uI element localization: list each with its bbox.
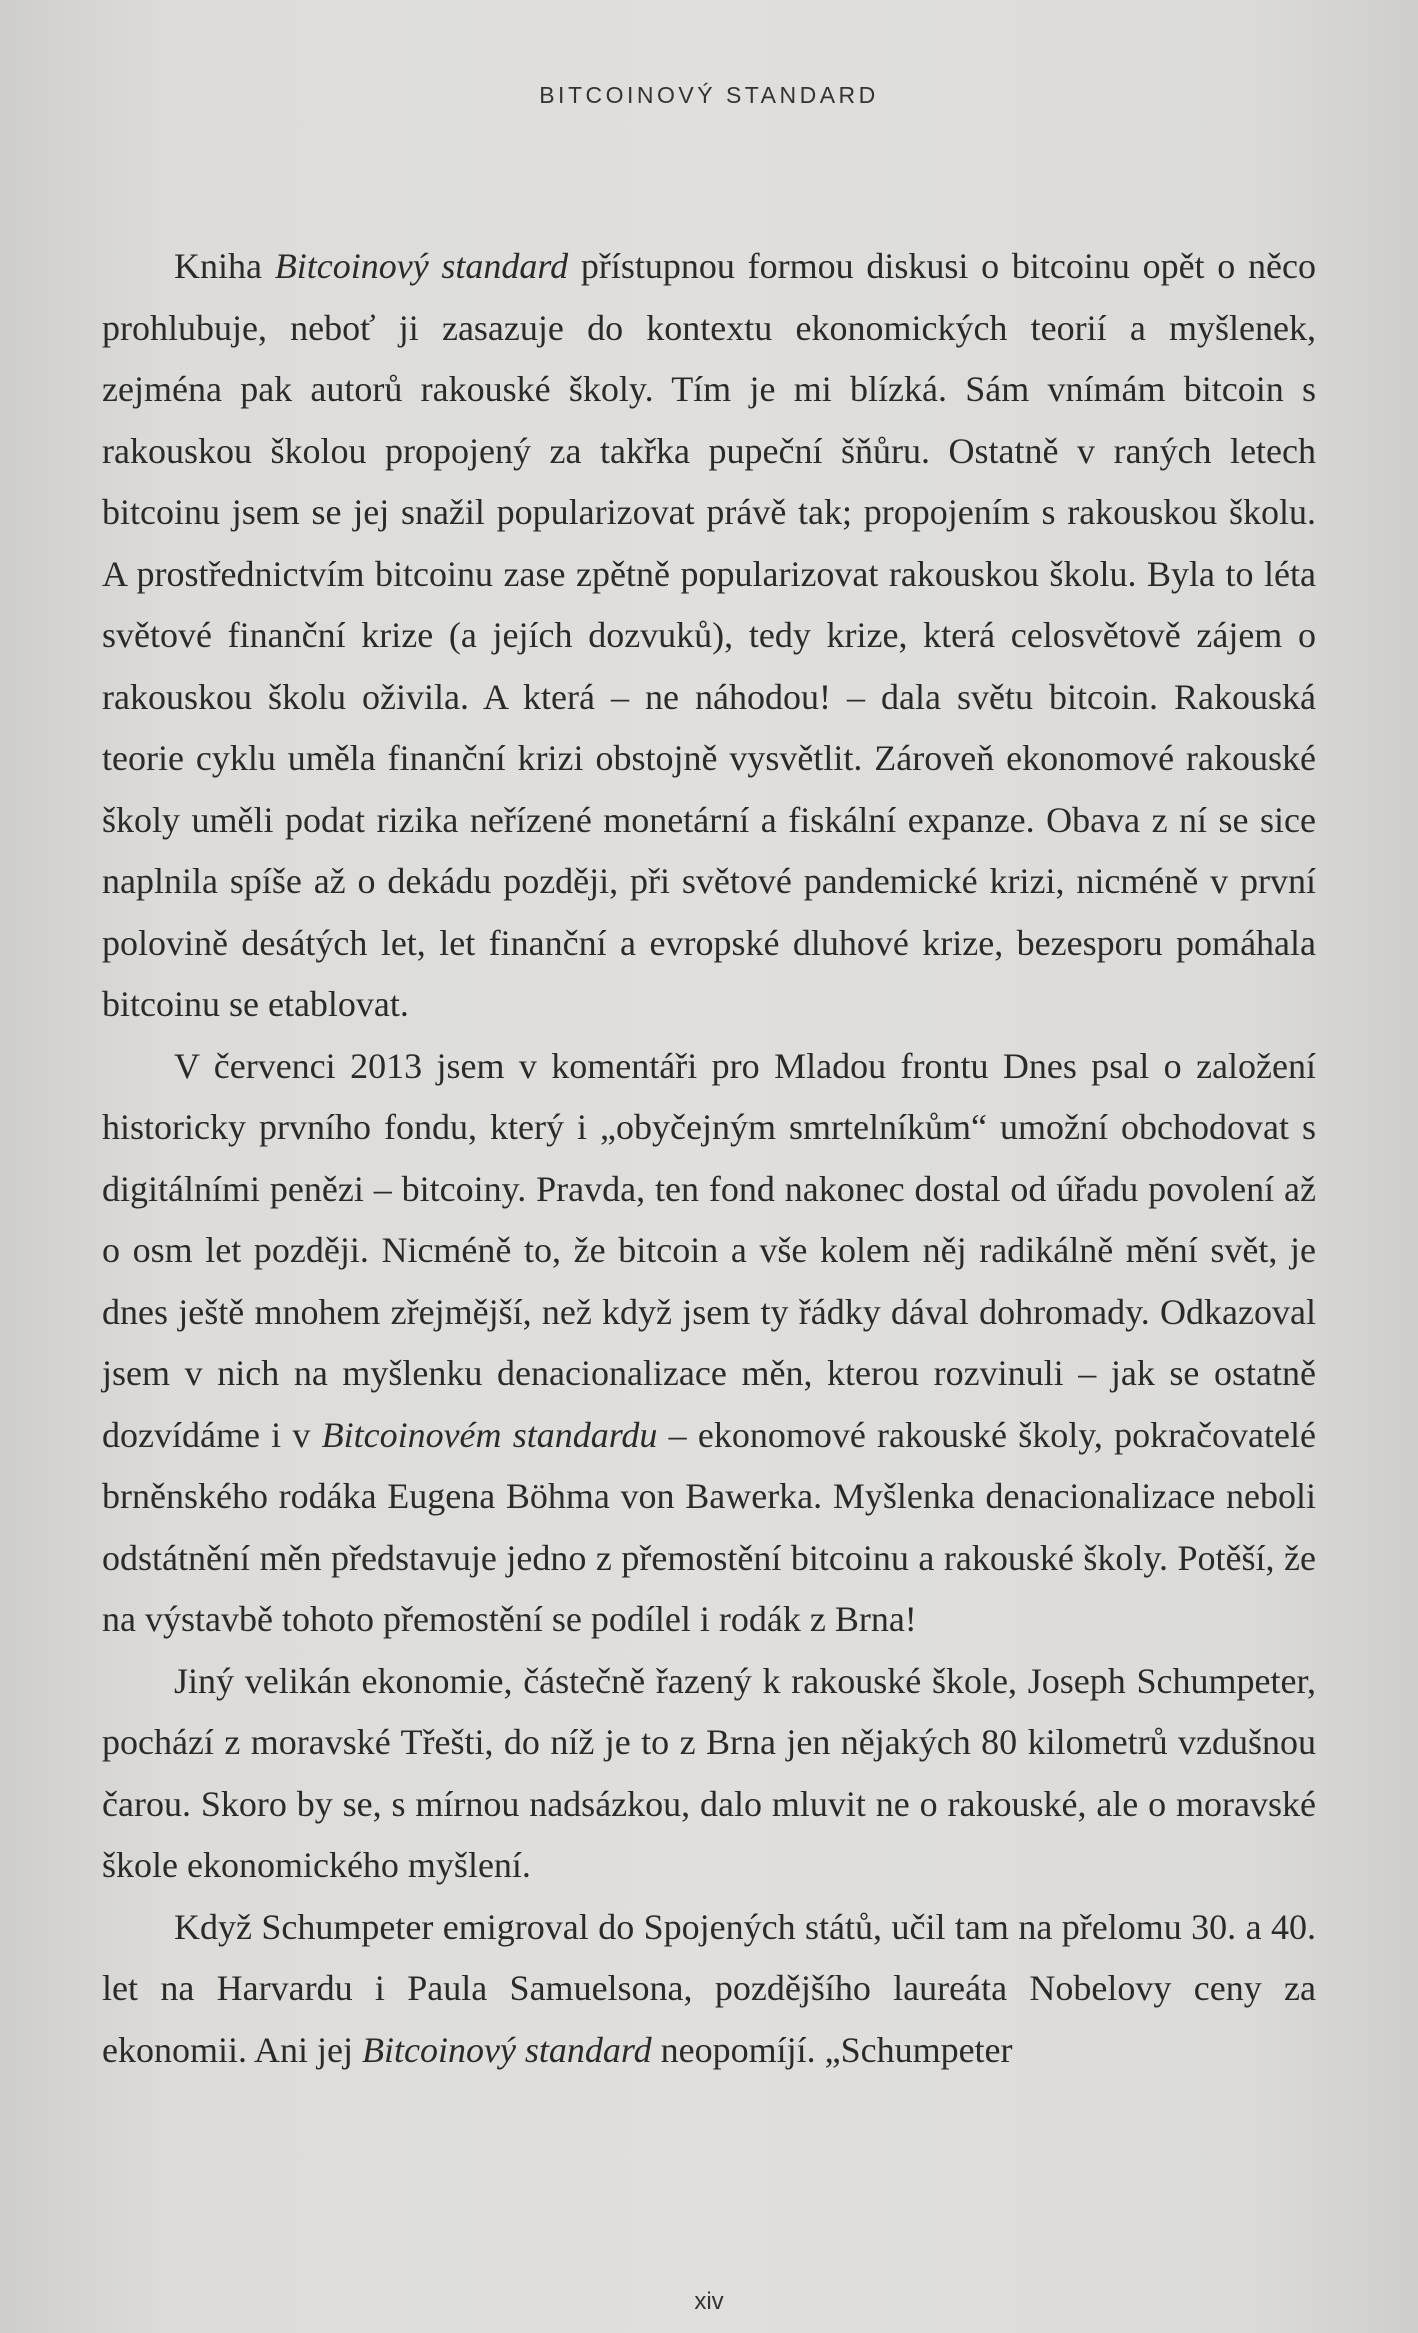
- running-head: BITCOINOVÝ STANDARD: [539, 82, 879, 108]
- text-run: Jiný velikán ekonomie, částečně řazený k rakouské škole, Joseph Schumpeter, pochází z moravské Třešti, do níž je to z Brna jen nějakých 80 kilometrů vzdušnou čarou. Skoro by se, s mírnou nadsázkou, dalo mluvit ne o rakouské, ale o moravské škole ekonomického myšlení.: [102, 1660, 1316, 1885]
- paragraph: [102, 1651, 1316, 1897]
- italic-title: Bitcoinový standard: [361, 2029, 652, 2070]
- paragraph: [102, 236, 1316, 1036]
- text-run: Kniha: [174, 246, 275, 286]
- italic-title: Bitcoinový standard: [274, 246, 569, 286]
- text-run: přístupnou formou diskusi o bitcoinu opět o něco prohlubuje, neboť ji zasazuje do kontextu ekonomických teorií a myšlenek, zejména pak autorů rakouské školy. Tím je mi blízká. Sám vnímám bitcoin s rakouskou školou propojený za takřka pupeční šňůru. Ostatně v raných letech bitcoinu jsem se jej snažil popularizovat právě tak; propojením s rakouskou školu. A prostřednictvím bitcoinu zase zpětně popularizovat rakouskou školu. Byla to léta světové finanční krize (a jejích dozvuků), tedy krize, která celosvětově zájem o rakouskou školu oživila. A která – ne náhodou! – dala světu bitcoin. Rakouská teorie cyklu uměla finanční krizi obstojně vysvětlit. Zároveň ekonomové rakouské školy uměli podat rizika neřízené monetární a fiskální expanze. Obava z ní se sice naplnila spíše až o dekádu později, při světové pandemické krizi, nicméně v první polovině desátých let, let finanční a evropské dluhové krize, bezesporu pomáhala bitcoinu se etablovat.: [102, 246, 1316, 1024]
- text-run: neopomíjí. „Schumpeter: [651, 2029, 1013, 2070]
- text-run: Když Schumpeter emigroval do Spojených států, učil tam na přelomu 30. a 40. let na Harvardu i Paula Samuelsona, pozdějšího laureáta Nobelovy ceny za ekonomii. Ani jej: [102, 1906, 1316, 2070]
- body-text: [102, 236, 1316, 2081]
- italic-title: Bitcoinovém standardu: [321, 1414, 658, 1455]
- paragraph: [102, 1897, 1316, 2082]
- paragraph: [102, 1036, 1316, 1651]
- text-run: V červenci 2013 jsem v komentáři pro Mladou frontu Dnes psal o založení historicky prvního fondu, který i „obyčejným smrtelníkům“ umožní obchodovat s digitálními penězi – bitcoiny. Pravda, ten fond nakonec dostal od úřadu povolení až o osm let později. Nicméně to, že bitcoin a vše kolem něj radikálně mění svět, je dnes ještě mnohem zřejmější, než když jsem ty řádky dával dohromady. Odkazoval jsem v nich na myšlenku denacionalizace měn, kterou rozvinuli – jak se ostatně dozvídáme i v: [102, 1045, 1316, 1455]
- page-number: xiv: [694, 2288, 724, 2315]
- text-run: – ekonomové rakouské školy, pokračovatelé brněnského rodáka Eugena Böhma von Bawerka. Myšlenka denacionalizace neboli odstátnění měn představuje jedno z přemostění bitcoinu a rakouské školy. Potěší, že na výstavbě tohoto přemostění se podílel i rodák z Brna!: [102, 1414, 1316, 1639]
